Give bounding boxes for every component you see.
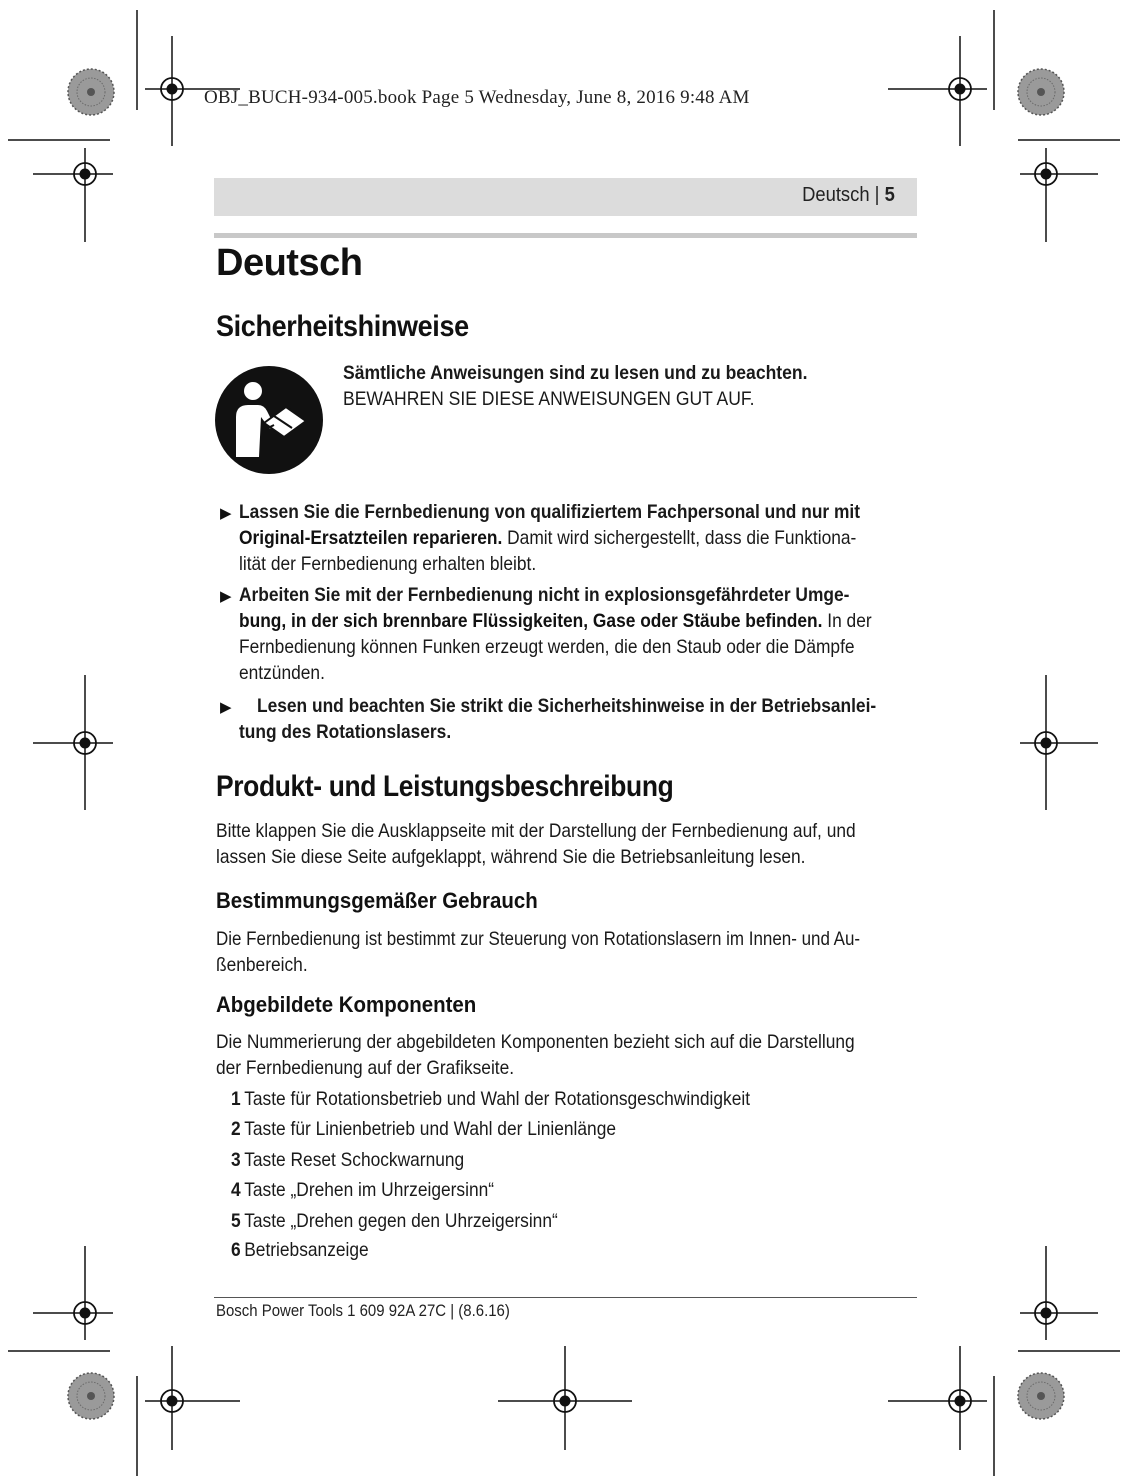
product-text-line-2: lassen Sie diese Seite aufgeklappt, während Sie die Betriebsanleitung lesen. bbox=[216, 846, 806, 868]
components-heading: Abgebildete Komponenten bbox=[216, 992, 477, 1017]
read-manual-icon bbox=[214, 365, 324, 475]
header-separator: | bbox=[869, 184, 885, 206]
bullet-arrow-icon: ▶ bbox=[220, 505, 232, 522]
header-rule bbox=[214, 233, 917, 238]
intended-use-heading: Bestimmungsgemäßer Gebrauch bbox=[216, 888, 538, 913]
intended-use-line-2: ßenbereich. bbox=[216, 954, 308, 976]
intended-use-line-1: Die Fernbedienung ist bestimmt zur Steuerung von Rotationslasern im Innen- und Au- bbox=[216, 928, 861, 950]
safety-intro-caps: BEWAHREN SIE DIESE ANWEISUNGEN GUT AUF. bbox=[343, 388, 755, 410]
list-item: 2 Taste für Linienbetrieb und Wahl der Linienlänge bbox=[231, 1118, 616, 1140]
list-item: 5 Taste „Drehen gegen den Uhrzeigersinn“ bbox=[231, 1210, 558, 1232]
components-text-line-1: Die Nummerierung der abgebildeten Komponenten bezieht sich auf die Darstellung bbox=[216, 1031, 855, 1053]
list-item: 4 Taste „Drehen im Uhrzeigersinn“ bbox=[231, 1179, 495, 1201]
bullet-arrow-icon: ▶ bbox=[220, 699, 232, 716]
header-language: Deutsch bbox=[802, 184, 870, 206]
list-item: 3 Taste Reset Schockwarnung bbox=[231, 1149, 465, 1171]
footer-rule bbox=[214, 1297, 917, 1298]
print-info-line: OBJ_BUCH-934-005.book Page 5 Wednesday, June 8, 2016 9:48 AM bbox=[204, 87, 750, 108]
product-text-line-1: Bitte klappen Sie die Ausklappseite mit der Darstellung der Fernbedienung auf, und bbox=[216, 820, 856, 842]
footer-text: Bosch Power Tools 1 609 92A 27C | (8.6.16) bbox=[216, 1301, 510, 1320]
components-text-line-2: der Fernbedienung auf der Grafikseite. bbox=[216, 1057, 515, 1079]
page-title: Deutsch bbox=[216, 242, 363, 284]
safety-heading: Sicherheitshinweise bbox=[216, 310, 469, 343]
list-item: 6 Betriebsanzeige bbox=[231, 1239, 369, 1261]
header-page-number: 5 bbox=[884, 184, 895, 206]
product-heading: Produkt- und Leistungsbeschreibung bbox=[216, 770, 674, 803]
list-item: 1 Taste für Rotationsbetrieb und Wahl der Rotationsgeschwindigkeit bbox=[231, 1088, 751, 1110]
running-header bbox=[214, 178, 917, 216]
safety-intro-bold: Sämtliche Anweisungen sind zu lesen und zu beachten. bbox=[343, 362, 808, 384]
bullet-arrow-icon: ▶ bbox=[220, 588, 232, 605]
